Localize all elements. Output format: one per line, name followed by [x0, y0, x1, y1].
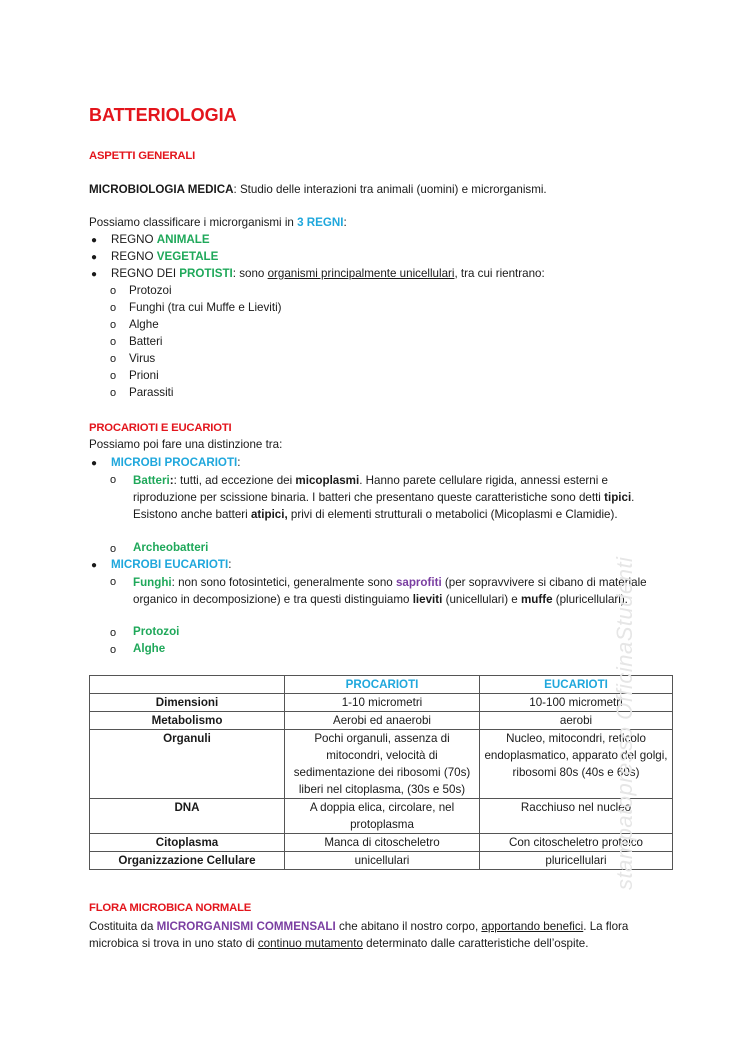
- underlined-text: continuo mutamento: [257, 937, 363, 950]
- kingdom-text: , tra cui rientrano:: [454, 267, 545, 280]
- eucarioti-label: MICROBI EUCARIOTI: [111, 558, 229, 571]
- bold-term: micoplasmi: [295, 474, 360, 487]
- batteri-label: Batteri: [133, 474, 170, 487]
- funghi-paragraph: [133, 574, 653, 608]
- text: che abitano il nostro corpo,: [335, 920, 482, 933]
- bullet-icon: ●: [91, 235, 98, 246]
- circle-bullet-icon: o: [110, 644, 117, 656]
- text: privi di elementi strutturali o metabolici (Micoplasmi e Clamidie).: [287, 508, 618, 521]
- comparison-table: [89, 675, 673, 870]
- text: Costituita da: [89, 920, 157, 933]
- list-item: [111, 267, 545, 280]
- text: . Hanno parete cellulare rigida, annessi esterni e riproduzione per scissione binaria. I batteri che presentano queste caratteristiche sono detti: [133, 474, 608, 504]
- table-header-eucarioti: EUCARIOTI: [480, 676, 673, 694]
- text: : tutti, ad eccezione dei: [173, 474, 296, 487]
- row-label: Organizzazione Cellulare: [90, 852, 285, 870]
- cell-procarioti: Aerobi ed anaerobi: [285, 712, 480, 730]
- circle-bullet-icon: o: [110, 302, 117, 314]
- cell-procarioti: Manca di citoscheletro: [285, 834, 480, 852]
- intro-colon: :: [343, 216, 347, 229]
- cell-eucarioti: pluricellulari: [480, 852, 673, 870]
- eucarioti-item: MICROBI EUCARIOTI:: [111, 558, 232, 571]
- circle-bullet-icon: o: [110, 319, 117, 331]
- cell-procarioti: Pochi organuli, assenza di mitocondri, velocità di sedimentazione dei ribosomi (70s) liberi nel citoplasma, (30s e 50s): [285, 730, 480, 799]
- circle-bullet-icon: o: [110, 370, 117, 382]
- list-item: [111, 250, 218, 263]
- row-label: Organuli: [90, 730, 285, 799]
- bullet-icon: ●: [91, 458, 98, 469]
- kingdom-name: VEGETALE: [156, 250, 219, 263]
- table-row: [90, 799, 673, 834]
- text: . La flora microbica si trova in uno stato di: [89, 920, 629, 950]
- cell-eucarioti: Racchiuso nel nucleo: [480, 799, 673, 834]
- definition-line: [89, 183, 547, 196]
- cell-eucarioti: 10-100 micrometri: [480, 694, 673, 712]
- batteri-paragraph: Batteri:: tutti, ad eccezione dei micoplasmi. Hanno parete cellulare rigida, annessi esterni e riproduzione per scissione binaria. I batteri che presentano queste caratteristiche sono detti tipici. Esistono anche batteri atipici, privi di elementi strutturali o metabolici (Micoplasmi e Clamidie).: [133, 474, 635, 521]
- circle-bullet-icon: o: [110, 336, 117, 348]
- definition-term: MICROBIOLOGIA MEDICA: [89, 183, 234, 196]
- table-row: [90, 712, 673, 730]
- archeobatteri-item: Archeobatteri: [133, 541, 209, 554]
- list-item: Prioni: [129, 369, 159, 382]
- kingdom-name: PROTISTI: [179, 267, 233, 280]
- bullet-icon: ●: [91, 269, 98, 280]
- underlined-text: organismi principalmente unicellulari: [267, 267, 455, 280]
- circle-bullet-icon: o: [110, 387, 117, 399]
- cell-eucarioti: Con citoscheletro proteico: [480, 834, 673, 852]
- cell-eucarioti: aerobi: [480, 712, 673, 730]
- procarioti-label: MICROBI PROCARIOTI: [111, 456, 238, 469]
- flora-paragraph: [89, 918, 654, 952]
- section-heading-aspetti-generali: ASPETTI GENERALI: [89, 150, 196, 162]
- list-item: Funghi (tra cui Muffe e Lieviti): [129, 301, 282, 314]
- circle-bullet-icon: o: [110, 474, 117, 486]
- purple-term: MICRORGANISMI COMMENSALI: [156, 920, 336, 933]
- circle-bullet-icon: o: [110, 627, 117, 639]
- row-label: Dimensioni: [90, 694, 285, 712]
- section-heading-procarioti-eucarioti: PROCARIOTI E EUCARIOTI: [89, 422, 232, 434]
- kingdom-prefix: REGNO: [111, 250, 157, 263]
- bold-term: lieviti: [412, 593, 443, 606]
- text: (pluricellulari).: [552, 593, 628, 606]
- table-row: [90, 694, 673, 712]
- bold-term: tipici: [604, 491, 632, 504]
- table-row: [90, 852, 673, 870]
- text: . Esistono anche batteri: [133, 491, 635, 521]
- table-row: [90, 730, 673, 799]
- kingdom-name: ANIMALE: [156, 233, 210, 246]
- circle-bullet-icon: o: [110, 576, 117, 588]
- bold-term: atipici,: [250, 508, 288, 521]
- intro-highlight: 3 REGNI: [297, 216, 344, 229]
- section-heading-flora-microbica: FLORA MICROBICA NORMALE: [89, 902, 252, 914]
- intro-text: Possiamo classificare i microrganismi in: [89, 216, 298, 229]
- list-item: Batteri: [129, 335, 163, 348]
- list-item: Protozoi: [129, 284, 172, 297]
- row-label: Metabolismo: [90, 712, 285, 730]
- kingdom-text: : sono: [232, 267, 268, 280]
- circle-bullet-icon: o: [110, 285, 117, 297]
- row-label: DNA: [90, 799, 285, 834]
- alghe-item: Alghe: [133, 642, 166, 655]
- bold-term: muffe: [520, 593, 553, 606]
- table-row: [90, 834, 673, 852]
- definition-text: : Studio delle interazioni tra animali (uomini) e microrganismi.: [233, 183, 547, 196]
- watermark: stampatopresso OfficinaStudenti: [612, 556, 637, 890]
- circle-bullet-icon: o: [110, 353, 117, 365]
- kingdom-prefix: REGNO DEI: [111, 267, 180, 280]
- cell-procarioti: 1-10 micrometri: [285, 694, 480, 712]
- list-item: Alghe: [129, 318, 159, 331]
- kingdom-prefix: REGNO: [111, 233, 157, 246]
- page-title: BATTERIOLOGIA: [89, 105, 237, 125]
- table-header-empty: [90, 676, 285, 694]
- bullet-icon: ●: [91, 560, 98, 571]
- text: (unicellulari) e: [442, 593, 521, 606]
- row-label: Citoplasma: [90, 834, 285, 852]
- list-item: Virus: [129, 352, 156, 365]
- cell-procarioti: unicellulari: [285, 852, 480, 870]
- table-header-row: [90, 676, 673, 694]
- underlined-text: apportando benefici: [481, 920, 584, 933]
- text: determinato dalle caratteristiche dell’ospite.: [362, 937, 589, 950]
- list-item: Parassiti: [129, 386, 174, 399]
- kingdoms-intro: [89, 216, 347, 229]
- procarioti-item: MICROBI PROCARIOTI:: [111, 456, 241, 469]
- text: : non sono fotosintetici, generalmente sono: [171, 576, 396, 589]
- bullet-icon: ●: [91, 252, 98, 263]
- cell-eucarioti: Nucleo, mitocondri, reticolo endoplasmatico, apparato del golgi, ribosomi 80s (40s e 60s): [480, 730, 673, 799]
- protozoi-item: Protozoi: [133, 625, 180, 638]
- purple-term: saprofiti: [395, 576, 442, 589]
- funghi-label: Funghi: [133, 576, 172, 589]
- text: (per sopravvivere si cibano di materiale organico in decomposizione) e tra questi distinguiamo: [133, 576, 647, 606]
- cell-procarioti: A doppia elica, circolare, nel protoplasma: [285, 799, 480, 834]
- table-header-procarioti: PROCARIOTI: [285, 676, 480, 694]
- list-item: [111, 233, 210, 246]
- circle-bullet-icon: o: [110, 543, 117, 555]
- section-intro: Possiamo poi fare una distinzione tra:: [89, 438, 283, 451]
